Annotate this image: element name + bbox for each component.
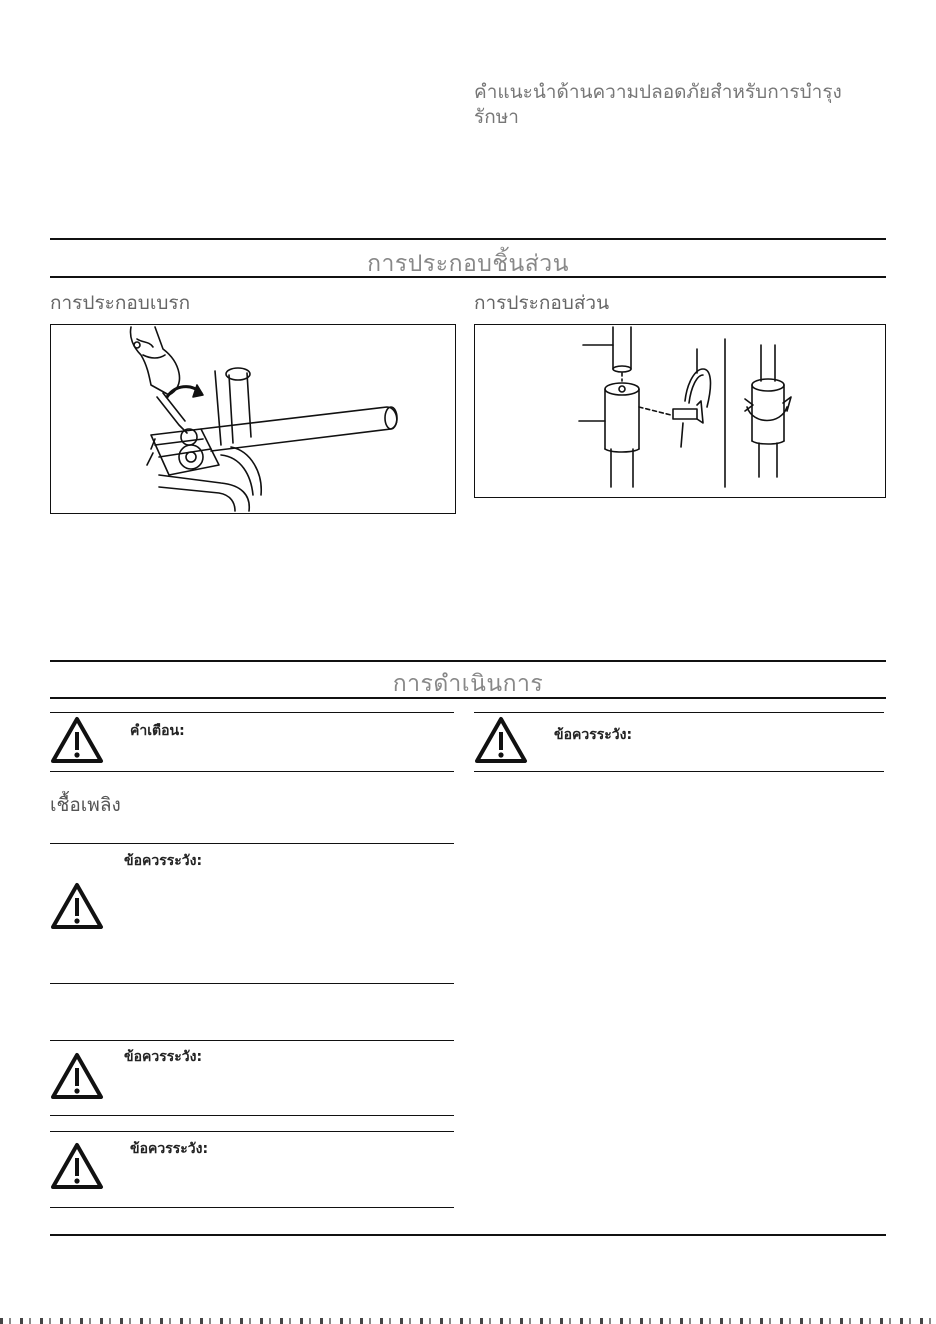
- handle-assembly-figure: [474, 324, 886, 498]
- fuel-title: เชื้อเพลิง: [50, 794, 121, 816]
- warning-label: คำเตือน:: [130, 723, 185, 739]
- divider: [50, 276, 886, 278]
- warning-box-top: [50, 712, 454, 713]
- caution-box-top: [50, 1040, 454, 1041]
- assembly-section-title: การประกอบชิ้นส่วน: [367, 251, 569, 277]
- handle-assembly-title: การประกอบส่วน: [474, 292, 610, 314]
- caution-label: ข้อควรระวัง:: [554, 727, 633, 743]
- handle-illustration: [475, 325, 885, 497]
- caution-box-top: [50, 843, 454, 844]
- caution-box-bottom: [474, 771, 884, 772]
- divider: [50, 660, 886, 662]
- safety-maintenance-heading: คำแนะนำด้านความปลอดภัยสำหรับการบำรุงรักษา: [474, 81, 842, 128]
- page-bottom-divider: [50, 1234, 886, 1236]
- divider: [50, 697, 886, 699]
- warning-triangle-icon: [474, 716, 528, 764]
- warning-box-bottom: [50, 771, 454, 772]
- brake-assembly-figure: [50, 324, 456, 514]
- scan-edge-strip: [0, 1318, 936, 1324]
- warning-triangle-icon: [50, 1142, 104, 1190]
- brake-assembly-title: การประกอบเบรก: [50, 292, 191, 314]
- caution-label: ข้อควรระวัง:: [130, 1141, 209, 1157]
- warning-triangle-icon: [50, 1052, 104, 1100]
- brake-illustration: [51, 325, 455, 513]
- caution-label: ข้อควรระวัง:: [124, 1049, 203, 1065]
- caution-box-bottom: [50, 1115, 454, 1116]
- caution-label: ข้อควรระวัง:: [124, 853, 203, 869]
- warning-triangle-icon: [50, 716, 104, 764]
- caution-box-bottom: [50, 983, 454, 984]
- operation-section-title: การดำเนินการ: [392, 671, 544, 697]
- warning-triangle-icon: [50, 882, 104, 930]
- caution-box-bottom: [50, 1207, 454, 1208]
- caution-box-top: [50, 1131, 454, 1132]
- divider: [50, 238, 886, 240]
- caution-box-top: [474, 712, 884, 713]
